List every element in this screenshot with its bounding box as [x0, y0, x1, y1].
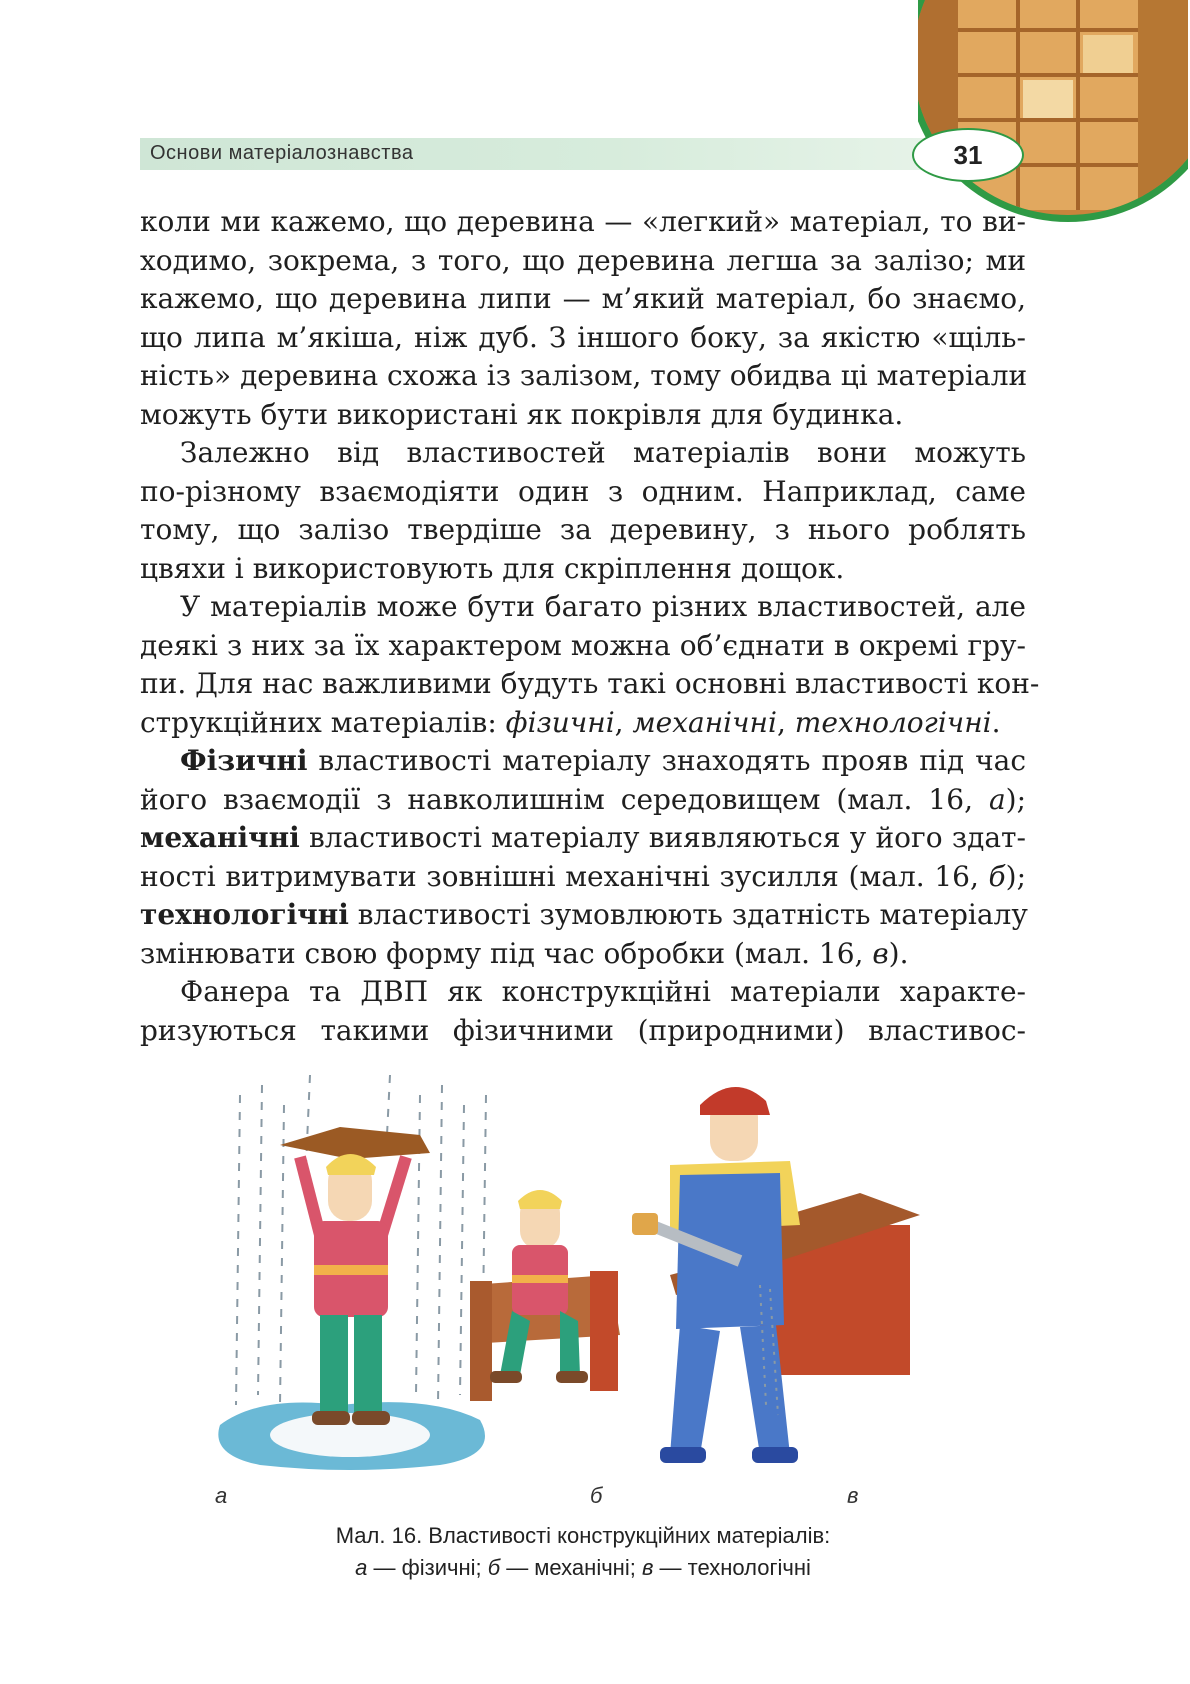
text-line: тому, що залізо твердіше за деревину, з нього роблять: [140, 513, 1026, 546]
caption-text: — механічні;: [500, 1555, 642, 1580]
text-line: ризуються такими фізичними (природними) властивос-: [140, 1013, 1026, 1047]
text-fragment: струкційних матеріалів:: [140, 705, 506, 739]
body-text: [140, 203, 1040, 1050]
bold-term: технологічні: [140, 898, 349, 931]
panel-c-sawing-illustration: [632, 1087, 920, 1463]
text-fragment: );: [1005, 782, 1026, 816]
text-line: по-різному взаємодіяти один з одним. Наприклад, саме: [140, 474, 1026, 508]
page-number: 31: [953, 140, 983, 170]
text-line: кажемо, що деревина липи — м’який матеріал, бо знаємо,: [140, 282, 1026, 315]
caption-text: — технологічні: [653, 1555, 811, 1580]
figure-label-a: а: [215, 1483, 228, 1508]
paragraph-1: [140, 203, 1026, 434]
text-line: ходимо, зокрема, з того, що деревина легша за залізо; ми: [140, 243, 1026, 277]
section-title: Основи матеріалознавства: [150, 142, 414, 164]
caption-text: — фізичні;: [367, 1555, 488, 1580]
text-line: [140, 742, 1026, 781]
text-line: ність» деревина схожа із залізом, тому обидва ці матеріали: [140, 359, 1028, 392]
text-line: струкційних матеріалів: фізичні, механічні, технологічні.: [140, 705, 1001, 739]
text-fragment: властивості матеріалу виявляються у його здат-: [299, 821, 1026, 854]
text-line: цвяхи і використовують для скріплення дощок.: [140, 551, 845, 585]
text-line: Фанера та ДВП як конструкційні матеріали характе-: [180, 975, 1026, 1008]
bold-term: Фізичні: [180, 744, 308, 777]
panel-a-rain-illustration: [218, 1075, 486, 1470]
figure-ref-letter: б: [988, 859, 1006, 893]
paragraph-2: [140, 434, 1026, 588]
figure-ref-letter: в: [872, 936, 889, 970]
caption-letter: а: [355, 1555, 368, 1580]
figure-illustration: [200, 1075, 1020, 1515]
caption-line-2: [140, 1552, 1026, 1584]
text-fragment: властивості зумовлюють здатність матеріалу: [348, 898, 1028, 931]
text-line: деякі з них за їх характером можна об’єднати в окремі гру-: [140, 628, 1026, 662]
figure-label-b: б: [590, 1483, 603, 1508]
paragraph-4: [140, 742, 1026, 973]
panel-b-bench-illustration: [470, 1190, 620, 1401]
figure-ref-letter: а: [988, 782, 1006, 816]
term-physical: фізичні: [505, 705, 615, 739]
text-fragment: ності витримувати зовнішні механічні зусилля (мал. 16,: [140, 859, 989, 893]
text-line: [140, 858, 1026, 897]
caption-letter: в: [641, 1555, 654, 1580]
term-technological: технологічні: [794, 705, 992, 739]
caption-letter: б: [487, 1555, 501, 1580]
text-line: Залежно від властивостей матеріалів вони можуть: [180, 436, 1026, 469]
text-fragment: змінювати свою форму під час обробки (мал. 16,: [140, 936, 873, 970]
text-line: коли ми кажемо, що деревина — «легкий» матеріал, то ви-: [140, 205, 1026, 238]
text-fragment: ).: [888, 936, 909, 970]
text-line: [140, 819, 1026, 858]
text-line: [140, 896, 1026, 935]
caption-line-1: Мал. 16. Властивості конструкційних матеріалів:: [335, 1523, 831, 1548]
text-line: У матеріалів може бути багато різних властивостей, але: [180, 590, 1026, 623]
text-fragment: );: [1005, 859, 1026, 893]
term-mechanical: механічні: [632, 705, 777, 739]
text-fragment: його взаємодії з навколишнім середовищем (мал. 16,: [140, 782, 989, 816]
text-line: що липа м’якіша, ніж дуб. З іншого боку, за якістю «щіль-: [140, 320, 1026, 354]
text-fragment: властивості матеріалу знаходять прояв під час: [307, 744, 1026, 777]
text-line: [140, 935, 1026, 974]
corner-photo-shelves: [918, 0, 1188, 230]
paragraph-3: [140, 588, 1040, 742]
paragraph-5: [140, 973, 1026, 1050]
figure-label-c: в: [847, 1483, 859, 1508]
bold-term: механічні: [140, 821, 300, 854]
text-line: [140, 781, 1026, 820]
text-line: пи. Для нас важливими будуть такі основні властивості кон-: [140, 667, 1040, 700]
text-line: можуть бути використані як покрівля для будинка.: [140, 397, 904, 431]
figure-caption: [140, 1520, 1026, 1584]
